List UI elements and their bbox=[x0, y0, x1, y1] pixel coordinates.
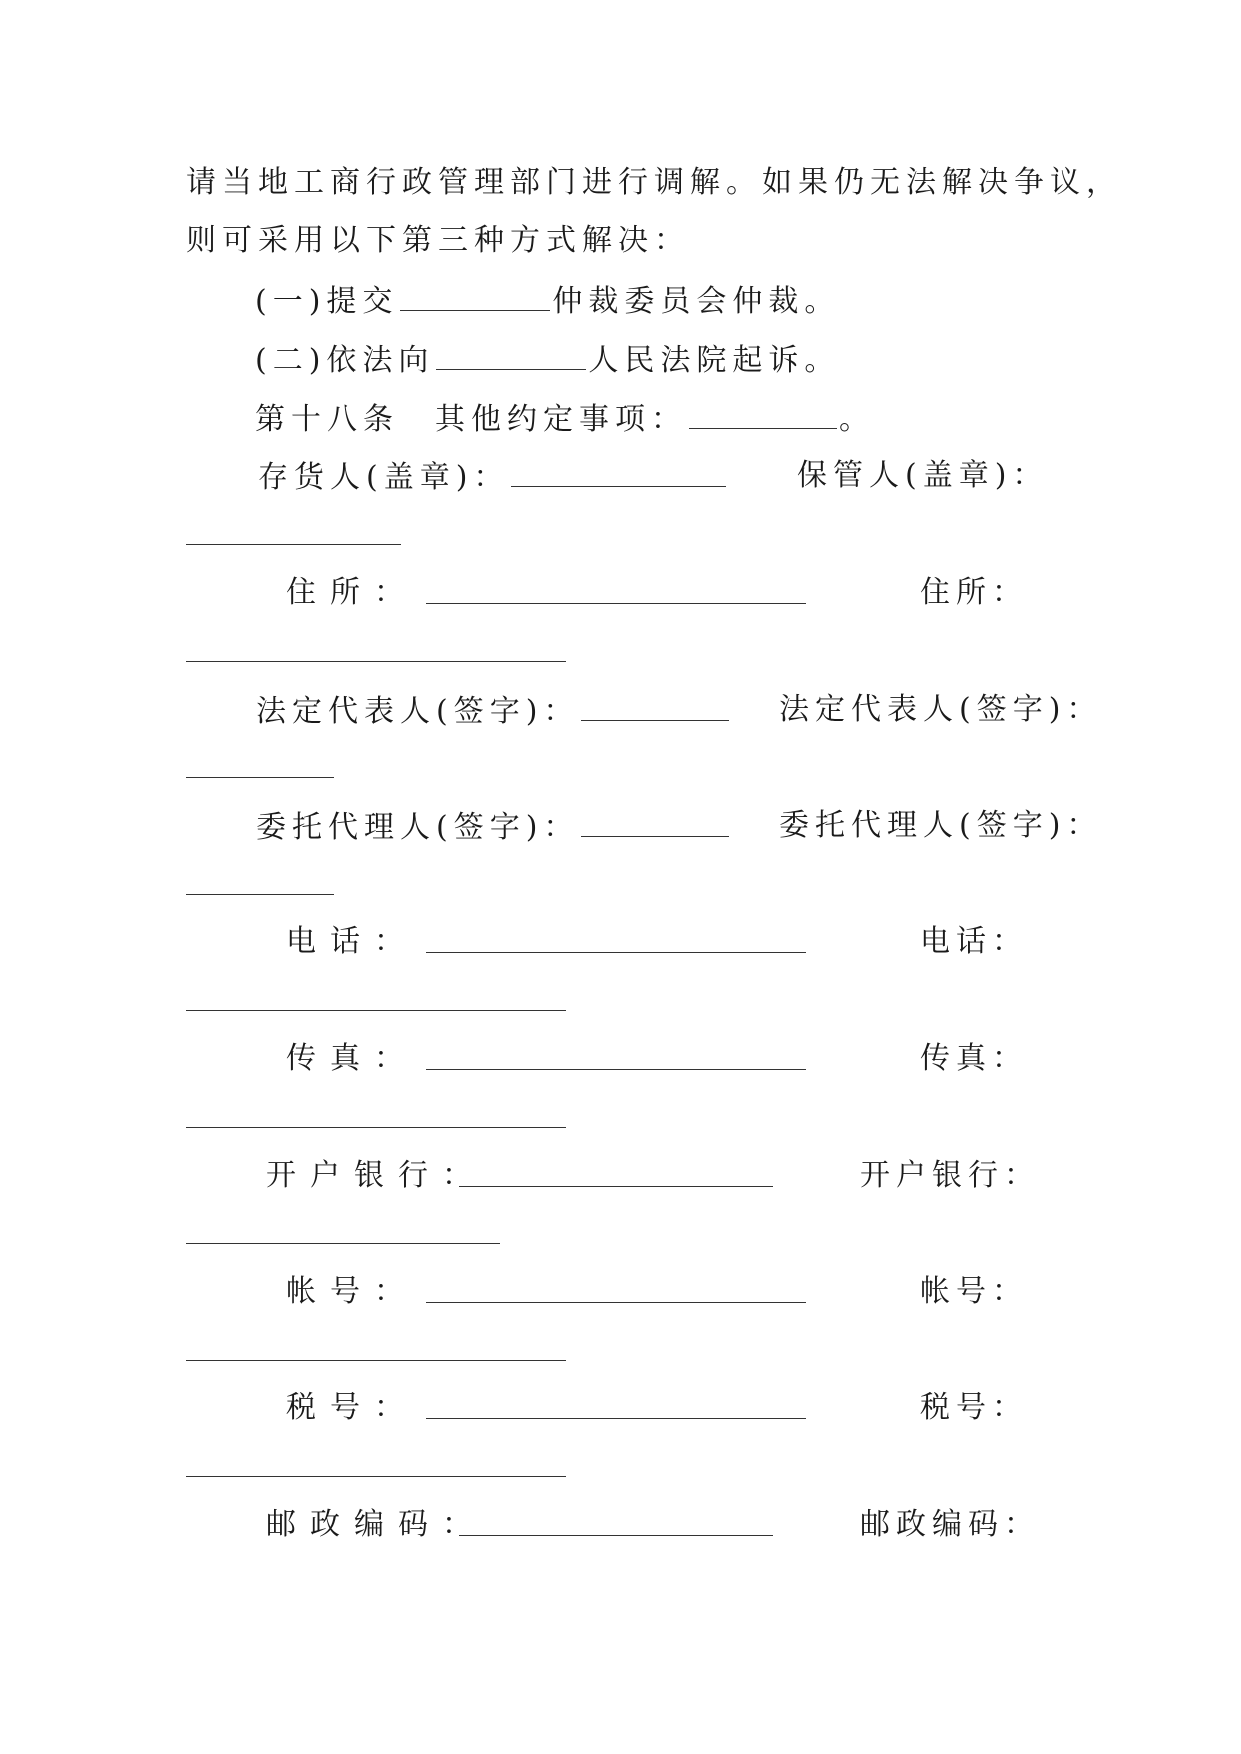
bank-right-label: 开户银行： bbox=[860, 1158, 1040, 1193]
phone-row bbox=[286, 922, 418, 962]
account-row bbox=[286, 1272, 418, 1312]
address-right-label: 住所： bbox=[920, 575, 1028, 610]
phone-right-label: 电话： bbox=[920, 924, 1028, 959]
legal-rep-left-label: 法定代表人(签字)： bbox=[256, 694, 580, 729]
address-right-blank[interactable] bbox=[186, 661, 566, 662]
address-left-label: 住所： bbox=[286, 575, 418, 610]
fax-row bbox=[286, 1039, 418, 1079]
depositor-label: 存货人(盖章)： bbox=[258, 460, 510, 495]
agent-left-label: 委托代理人(签字)： bbox=[256, 810, 580, 845]
depositor-seal-blank[interactable] bbox=[511, 456, 726, 487]
legal-rep-row bbox=[256, 690, 731, 732]
legal-rep-left-blank[interactable] bbox=[581, 690, 729, 721]
account-right-blank[interactable] bbox=[186, 1360, 566, 1361]
option-2-prefix: (二)依法向 bbox=[255, 343, 435, 378]
fax-left-label: 传真： bbox=[286, 1041, 418, 1076]
fax-right-label: 传真： bbox=[920, 1041, 1028, 1076]
keeper-seal-blank[interactable] bbox=[186, 544, 401, 545]
court-blank[interactable] bbox=[436, 339, 586, 370]
option-2-suffix: 人民法院起诉。 bbox=[588, 343, 841, 378]
agent-right-label: 委托代理人(签字)： bbox=[779, 808, 1103, 843]
account-left-label: 帐号： bbox=[286, 1274, 418, 1309]
fax-right-blank[interactable] bbox=[186, 1127, 566, 1128]
agent-left-blank[interactable] bbox=[581, 806, 729, 837]
phone-left-blank[interactable] bbox=[426, 952, 806, 953]
keeper-label: 保管人(盖章)： bbox=[797, 458, 1049, 493]
paragraph-line-2 bbox=[186, 221, 690, 261]
article-18-title: 第十八条 bbox=[255, 402, 399, 437]
phone-right-blank[interactable] bbox=[186, 1010, 566, 1011]
article-18-end: 。 bbox=[839, 402, 875, 437]
paragraph-text: 则可采用以下第三种方式解决： bbox=[186, 223, 690, 258]
postal-right-label: 邮政编码： bbox=[860, 1507, 1040, 1542]
address-row bbox=[286, 573, 418, 613]
postal-left-label: 邮政编码： bbox=[266, 1507, 486, 1542]
legal-rep-right-blank[interactable] bbox=[186, 777, 334, 778]
tax-right-blank[interactable] bbox=[186, 1476, 566, 1477]
article-18-text: 其他约定事项： bbox=[435, 402, 687, 437]
other-matters-blank[interactable] bbox=[689, 398, 837, 429]
fax-left-blank[interactable] bbox=[426, 1069, 806, 1070]
article-18 bbox=[255, 398, 875, 440]
option-1 bbox=[255, 280, 840, 322]
phone-left-label: 电话： bbox=[286, 924, 418, 959]
account-left-blank[interactable] bbox=[426, 1302, 806, 1303]
legal-rep-right-label: 法定代表人(签字)： bbox=[779, 692, 1103, 727]
paragraph-text: 请当地工商行政管理部门进行调解。如果仍无法解决争议， bbox=[186, 165, 1122, 200]
postal-row bbox=[266, 1505, 486, 1545]
bank-row bbox=[266, 1156, 486, 1196]
agent-row bbox=[256, 806, 731, 848]
paragraph-line-1 bbox=[186, 163, 1122, 203]
option-2 bbox=[255, 339, 840, 381]
option-1-prefix: (一)提交 bbox=[255, 284, 399, 319]
tax-left-label: 税号： bbox=[286, 1390, 418, 1425]
bank-left-label: 开户银行： bbox=[266, 1158, 486, 1193]
tax-row bbox=[286, 1388, 418, 1428]
depositor-row bbox=[258, 456, 728, 498]
bank-left-blank[interactable] bbox=[459, 1186, 773, 1187]
arbitration-blank[interactable] bbox=[400, 280, 550, 311]
option-1-suffix: 仲裁委员会仲裁。 bbox=[552, 284, 841, 319]
bank-right-blank[interactable] bbox=[186, 1243, 500, 1244]
postal-left-blank[interactable] bbox=[459, 1535, 773, 1536]
tax-right-label: 税号： bbox=[920, 1390, 1028, 1425]
tax-left-blank[interactable] bbox=[426, 1418, 806, 1419]
account-right-label: 帐号： bbox=[920, 1274, 1028, 1309]
address-left-blank[interactable] bbox=[426, 603, 806, 604]
agent-right-blank[interactable] bbox=[186, 894, 334, 895]
